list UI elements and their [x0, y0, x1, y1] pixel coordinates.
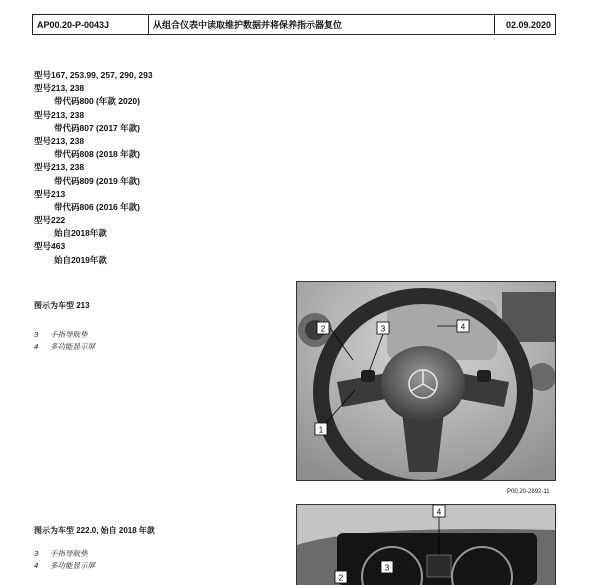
model-condition: 带代码809 (2019 年款): [54, 175, 140, 186]
figure1-legend-item: [34, 341, 95, 353]
svg-text:2: 2: [320, 324, 326, 334]
document-header: [32, 14, 556, 35]
callout-4: [433, 505, 445, 517]
model-type: 型号213, 238: [34, 162, 85, 173]
legend-label: 多功能显示屏: [50, 342, 95, 351]
model-type: 型号213, 238: [34, 109, 85, 120]
figure2-legend-item: [34, 560, 155, 572]
model-type: 型号463: [34, 241, 66, 252]
svg-text:4: 4: [436, 507, 442, 517]
model-type: 型号213: [34, 188, 66, 199]
instrument-cluster-illustration: [297, 505, 555, 585]
legend-number: 3: [34, 549, 39, 558]
model-type: 型号213, 238: [34, 135, 85, 146]
model-condition: 带代码800 (年款 2020): [54, 96, 140, 107]
callout-3: [381, 561, 393, 573]
model-type: 型号213, 238: [34, 83, 85, 94]
svg-text:1: 1: [318, 425, 324, 435]
callout-3: [377, 322, 389, 334]
steering-wheel-illustration: [297, 282, 555, 480]
model-applicability-list: [34, 69, 294, 267]
svg-text:4: 4: [460, 322, 466, 332]
svg-text:3: 3: [384, 563, 390, 573]
document-title: 从组合仪表中读取维护数据并将保养指示器复位: [149, 15, 495, 34]
model-condition: 带代码807 (2017 年款): [54, 122, 140, 133]
figure1-steering-wheel-photo: [296, 281, 556, 481]
callout-2: [317, 322, 329, 334]
figure1-reference-code: P00.20-2892-11: [507, 489, 550, 495]
model-type: 型号167, 253.99, 257, 290, 293: [34, 70, 153, 80]
figure2-text: [34, 525, 155, 572]
callout-1: [315, 423, 327, 435]
document-date: 02.09.2020: [505, 19, 551, 30]
legend-number: 4: [34, 342, 39, 351]
legend-label: 多功能显示屏: [50, 561, 95, 570]
legend-number: 3: [34, 330, 39, 339]
figure1-text: [34, 300, 95, 353]
model-condition: 带代码808 (2018 年款): [54, 149, 140, 160]
callout-4: [457, 320, 469, 332]
model-type: 型号222: [34, 215, 66, 226]
figure1-caption: 图示为车型 213: [34, 301, 90, 310]
document-id: AP00.20-P-0043J: [33, 15, 149, 34]
model-condition: 带代码806 (2016 年款): [54, 201, 140, 212]
legend-label: 手指导航垫: [50, 330, 88, 339]
legend-label: 手指导航垫: [50, 549, 88, 558]
model-condition: 始自2018年款: [54, 228, 107, 239]
svg-text:2: 2: [338, 573, 344, 583]
legend-number: 4: [34, 561, 39, 570]
callout-2: [335, 571, 347, 583]
figure1-legend-item: [34, 329, 95, 341]
model-condition: 始自2019年款: [54, 254, 107, 265]
figure2-legend-item: [34, 548, 155, 560]
figure2-cluster-photo: [296, 504, 556, 585]
svg-text:3: 3: [380, 324, 386, 334]
figure2-caption: 图示为车型 222.0, 始自 2018 年款: [34, 526, 155, 535]
